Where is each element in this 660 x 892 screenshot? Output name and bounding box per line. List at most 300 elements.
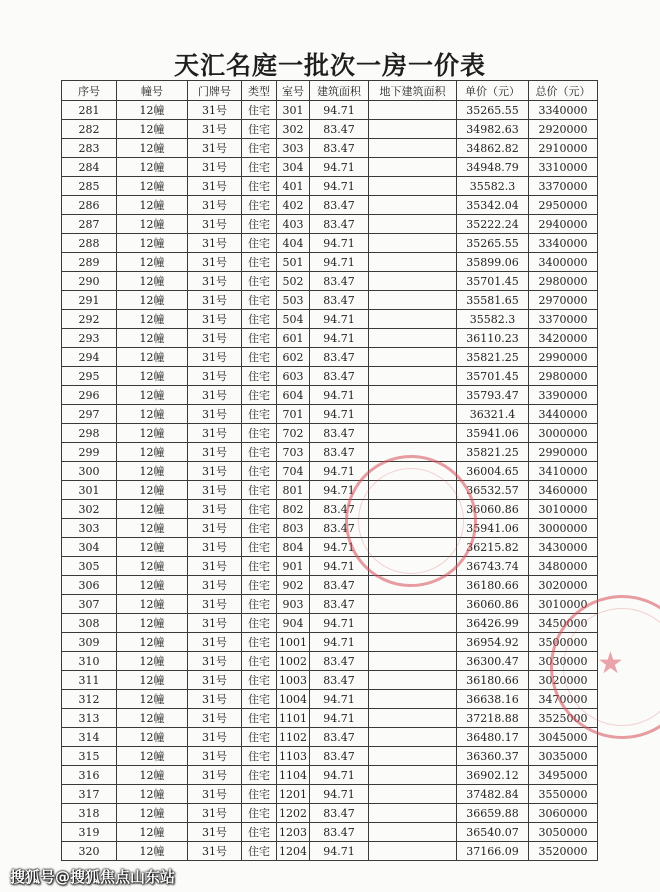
table-row: [62, 291, 598, 310]
cell-building: 12幢: [117, 614, 188, 633]
cell-unit-price: 35941.06: [457, 424, 529, 443]
cell-building: 12幢: [117, 481, 188, 500]
cell-type: 住宅: [242, 367, 277, 386]
cell-unit-price: 35581.65: [457, 291, 529, 310]
cell-area: 94.71: [310, 538, 369, 557]
cell-unit-price: 36480.17: [457, 728, 529, 747]
table-row: [62, 234, 598, 253]
cell-area: 94.71: [310, 842, 369, 861]
table-row: [62, 139, 598, 158]
cell-total-price: 2940000: [529, 215, 598, 234]
cell-door-number: 31号: [188, 158, 242, 177]
cell-area: 83.47: [310, 500, 369, 519]
cell-underground-area: [369, 424, 457, 443]
cell-unit-price: 36110.23: [457, 329, 529, 348]
cell-room: 601: [277, 329, 310, 348]
cell-total-price: 3000000: [529, 519, 598, 538]
cell-unit-price: 35701.45: [457, 367, 529, 386]
cell-room: 703: [277, 443, 310, 462]
cell-unit-price: 35265.55: [457, 234, 529, 253]
cell-area: 83.47: [310, 291, 369, 310]
cell-building: 12幢: [117, 329, 188, 348]
cell-total-price: 3030000: [529, 652, 598, 671]
cell-type: 住宅: [242, 576, 277, 595]
cell-door-number: 31号: [188, 310, 242, 329]
header-index: 序号: [62, 81, 117, 101]
cell-underground-area: [369, 557, 457, 576]
cell-underground-area: [369, 215, 457, 234]
cell-door-number: 31号: [188, 595, 242, 614]
table-body: [62, 101, 598, 861]
cell-underground-area: [369, 804, 457, 823]
cell-underground-area: [369, 538, 457, 557]
cell-area: 94.71: [310, 633, 369, 652]
cell-type: 住宅: [242, 481, 277, 500]
cell-room: 1003: [277, 671, 310, 690]
cell-underground-area: [369, 481, 457, 500]
header-unit-price: 单价（元）: [457, 81, 529, 101]
cell-building: 12幢: [117, 272, 188, 291]
cell-room: 702: [277, 424, 310, 443]
cell-underground-area: [369, 766, 457, 785]
cell-index: 304: [62, 538, 117, 557]
cell-room: 1001: [277, 633, 310, 652]
cell-index: 295: [62, 367, 117, 386]
cell-index: 282: [62, 120, 117, 139]
cell-room: 802: [277, 500, 310, 519]
cell-underground-area: [369, 709, 457, 728]
cell-total-price: 3035000: [529, 747, 598, 766]
cell-room: 404: [277, 234, 310, 253]
cell-underground-area: [369, 196, 457, 215]
cell-building: 12幢: [117, 462, 188, 481]
table-row: [62, 823, 598, 842]
cell-total-price: 3390000: [529, 386, 598, 405]
table-row: [62, 500, 598, 519]
cell-index: 313: [62, 709, 117, 728]
cell-type: 住宅: [242, 177, 277, 196]
cell-building: 12幢: [117, 519, 188, 538]
header-door-number: 门牌号: [188, 81, 242, 101]
cell-area: 94.71: [310, 462, 369, 481]
cell-total-price: 3060000: [529, 804, 598, 823]
cell-door-number: 31号: [188, 424, 242, 443]
price-table: [61, 80, 598, 861]
cell-total-price: 3495000: [529, 766, 598, 785]
cell-room: 504: [277, 310, 310, 329]
cell-unit-price: 35821.25: [457, 443, 529, 462]
cell-building: 12幢: [117, 595, 188, 614]
cell-room: 804: [277, 538, 310, 557]
cell-total-price: 3460000: [529, 481, 598, 500]
cell-index: 294: [62, 348, 117, 367]
table-row: [62, 709, 598, 728]
table-row: [62, 804, 598, 823]
cell-unit-price: 34948.79: [457, 158, 529, 177]
cell-total-price: 2920000: [529, 120, 598, 139]
table-row: [62, 367, 598, 386]
cell-type: 住宅: [242, 291, 277, 310]
cell-door-number: 31号: [188, 215, 242, 234]
cell-total-price: 2980000: [529, 272, 598, 291]
cell-building: 12幢: [117, 310, 188, 329]
cell-index: 293: [62, 329, 117, 348]
cell-index: 305: [62, 557, 117, 576]
cell-type: 住宅: [242, 595, 277, 614]
cell-underground-area: [369, 747, 457, 766]
cell-type: 住宅: [242, 329, 277, 348]
cell-unit-price: 35941.06: [457, 519, 529, 538]
cell-type: 住宅: [242, 348, 277, 367]
cell-door-number: 31号: [188, 785, 242, 804]
cell-room: 903: [277, 595, 310, 614]
cell-area: 83.47: [310, 671, 369, 690]
cell-underground-area: [369, 272, 457, 291]
table-row: [62, 310, 598, 329]
cell-type: 住宅: [242, 215, 277, 234]
cell-type: 住宅: [242, 120, 277, 139]
table-row: [62, 462, 598, 481]
cell-area: 83.47: [310, 519, 369, 538]
table-row: [62, 215, 598, 234]
cell-building: 12幢: [117, 842, 188, 861]
cell-room: 1101: [277, 709, 310, 728]
cell-index: 284: [62, 158, 117, 177]
cell-room: 403: [277, 215, 310, 234]
cell-area: 83.47: [310, 348, 369, 367]
seal-star-icon: ★: [597, 646, 624, 681]
cell-underground-area: [369, 500, 457, 519]
cell-building: 12幢: [117, 386, 188, 405]
cell-door-number: 31号: [188, 101, 242, 120]
cell-type: 住宅: [242, 424, 277, 443]
cell-unit-price: 36180.66: [457, 671, 529, 690]
cell-total-price: 3525000: [529, 709, 598, 728]
cell-total-price: 3430000: [529, 538, 598, 557]
cell-underground-area: [369, 595, 457, 614]
cell-door-number: 31号: [188, 633, 242, 652]
cell-index: 318: [62, 804, 117, 823]
cell-index: 320: [62, 842, 117, 861]
cell-unit-price: 34982.63: [457, 120, 529, 139]
cell-underground-area: [369, 101, 457, 120]
cell-building: 12幢: [117, 139, 188, 158]
cell-underground-area: [369, 842, 457, 861]
cell-area: 94.71: [310, 766, 369, 785]
cell-building: 12幢: [117, 101, 188, 120]
cell-index: 291: [62, 291, 117, 310]
cell-type: 住宅: [242, 842, 277, 861]
cell-area: 83.47: [310, 823, 369, 842]
cell-type: 住宅: [242, 823, 277, 842]
cell-type: 住宅: [242, 671, 277, 690]
cell-index: 292: [62, 310, 117, 329]
cell-index: 289: [62, 253, 117, 272]
cell-index: 319: [62, 823, 117, 842]
cell-room: 304: [277, 158, 310, 177]
document-title: 天汇名庭一批次一房一价表: [173, 51, 486, 80]
cell-underground-area: [369, 367, 457, 386]
cell-index: 297: [62, 405, 117, 424]
cell-area: 94.71: [310, 253, 369, 272]
cell-index: 306: [62, 576, 117, 595]
header-underground-area: 地下建筑面积: [369, 81, 457, 101]
cell-room: 1201: [277, 785, 310, 804]
cell-area: 94.71: [310, 557, 369, 576]
cell-room: 1002: [277, 652, 310, 671]
table-row: [62, 538, 598, 557]
cell-unit-price: 36180.66: [457, 576, 529, 595]
cell-index: 315: [62, 747, 117, 766]
cell-index: 301: [62, 481, 117, 500]
cell-index: 290: [62, 272, 117, 291]
cell-building: 12幢: [117, 500, 188, 519]
cell-door-number: 31号: [188, 500, 242, 519]
cell-door-number: 31号: [188, 234, 242, 253]
table-row: [62, 196, 598, 215]
table-row: [62, 158, 598, 177]
cell-total-price: 3370000: [529, 177, 598, 196]
header-room: 室号: [277, 81, 310, 101]
cell-door-number: 31号: [188, 196, 242, 215]
cell-underground-area: [369, 728, 457, 747]
cell-door-number: 31号: [188, 253, 242, 272]
cell-area: 83.47: [310, 272, 369, 291]
cell-building: 12幢: [117, 804, 188, 823]
cell-door-number: 31号: [188, 462, 242, 481]
cell-area: 83.47: [310, 595, 369, 614]
cell-unit-price: 35701.45: [457, 272, 529, 291]
cell-building: 12幢: [117, 424, 188, 443]
cell-type: 住宅: [242, 386, 277, 405]
cell-underground-area: [369, 177, 457, 196]
cell-area: 83.47: [310, 652, 369, 671]
cell-building: 12幢: [117, 158, 188, 177]
cell-room: 904: [277, 614, 310, 633]
cell-door-number: 31号: [188, 823, 242, 842]
cell-index: 312: [62, 690, 117, 709]
cell-door-number: 31号: [188, 538, 242, 557]
cell-unit-price: 35582.3: [457, 310, 529, 329]
cell-door-number: 31号: [188, 690, 242, 709]
cell-door-number: 31号: [188, 120, 242, 139]
cell-type: 住宅: [242, 633, 277, 652]
cell-index: 288: [62, 234, 117, 253]
cell-type: 住宅: [242, 272, 277, 291]
cell-underground-area: [369, 329, 457, 348]
cell-area: 94.71: [310, 386, 369, 405]
cell-type: 住宅: [242, 557, 277, 576]
cell-door-number: 31号: [188, 329, 242, 348]
table-row: [62, 842, 598, 861]
cell-door-number: 31号: [188, 842, 242, 861]
table-row: [62, 272, 598, 291]
cell-door-number: 31号: [188, 614, 242, 633]
cell-underground-area: [369, 348, 457, 367]
cell-type: 住宅: [242, 652, 277, 671]
cell-total-price: 3020000: [529, 671, 598, 690]
cell-room: 701: [277, 405, 310, 424]
cell-building: 12幢: [117, 652, 188, 671]
cell-door-number: 31号: [188, 386, 242, 405]
cell-area: 94.71: [310, 785, 369, 804]
header-area: 建筑面积: [310, 81, 369, 101]
cell-index: 303: [62, 519, 117, 538]
cell-building: 12幢: [117, 120, 188, 139]
cell-total-price: 3450000: [529, 614, 598, 633]
cell-room: 1102: [277, 728, 310, 747]
cell-underground-area: [369, 823, 457, 842]
cell-total-price: 3440000: [529, 405, 598, 424]
cell-door-number: 31号: [188, 139, 242, 158]
cell-building: 12幢: [117, 367, 188, 386]
cell-door-number: 31号: [188, 291, 242, 310]
table-row: [62, 120, 598, 139]
cell-total-price: 3310000: [529, 158, 598, 177]
cell-unit-price: 35821.25: [457, 348, 529, 367]
cell-unit-price: 36743.74: [457, 557, 529, 576]
cell-door-number: 31号: [188, 804, 242, 823]
cell-type: 住宅: [242, 405, 277, 424]
cell-index: 314: [62, 728, 117, 747]
table-row: [62, 386, 598, 405]
cell-unit-price: 34862.82: [457, 139, 529, 158]
cell-unit-price: 35899.06: [457, 253, 529, 272]
cell-total-price: 3400000: [529, 253, 598, 272]
cell-building: 12幢: [117, 709, 188, 728]
cell-index: 308: [62, 614, 117, 633]
cell-underground-area: [369, 633, 457, 652]
cell-area: 83.47: [310, 424, 369, 443]
cell-area: 94.71: [310, 329, 369, 348]
cell-unit-price: 36902.12: [457, 766, 529, 785]
cell-index: 299: [62, 443, 117, 462]
cell-unit-price: 35582.3: [457, 177, 529, 196]
cell-door-number: 31号: [188, 709, 242, 728]
cell-underground-area: [369, 576, 457, 595]
cell-total-price: 3010000: [529, 595, 598, 614]
header-total-price: 总价（元）: [529, 81, 598, 101]
table-row: [62, 728, 598, 747]
cell-door-number: 31号: [188, 272, 242, 291]
cell-total-price: 3480000: [529, 557, 598, 576]
cell-type: 住宅: [242, 614, 277, 633]
table-row: [62, 614, 598, 633]
table-row: [62, 424, 598, 443]
cell-index: 300: [62, 462, 117, 481]
cell-building: 12幢: [117, 728, 188, 747]
cell-building: 12幢: [117, 443, 188, 462]
cell-unit-price: 36638.16: [457, 690, 529, 709]
table-row: [62, 671, 598, 690]
cell-door-number: 31号: [188, 519, 242, 538]
cell-type: 住宅: [242, 519, 277, 538]
cell-underground-area: [369, 443, 457, 462]
cell-total-price: 3370000: [529, 310, 598, 329]
cell-unit-price: 35265.55: [457, 101, 529, 120]
cell-underground-area: [369, 253, 457, 272]
cell-door-number: 31号: [188, 576, 242, 595]
cell-unit-price: 36659.88: [457, 804, 529, 823]
cell-room: 704: [277, 462, 310, 481]
cell-room: 401: [277, 177, 310, 196]
cell-room: 301: [277, 101, 310, 120]
cell-door-number: 31号: [188, 766, 242, 785]
cell-underground-area: [369, 234, 457, 253]
cell-building: 12幢: [117, 690, 188, 709]
table-row: [62, 348, 598, 367]
cell-unit-price: 36060.86: [457, 595, 529, 614]
cell-underground-area: [369, 310, 457, 329]
cell-unit-price: 36540.07: [457, 823, 529, 842]
cell-underground-area: [369, 462, 457, 481]
cell-underground-area: [369, 139, 457, 158]
cell-underground-area: [369, 652, 457, 671]
cell-total-price: 3050000: [529, 823, 598, 842]
cell-unit-price: 36215.82: [457, 538, 529, 557]
table-row: [62, 557, 598, 576]
cell-type: 住宅: [242, 785, 277, 804]
cell-room: 1202: [277, 804, 310, 823]
cell-unit-price: 37482.84: [457, 785, 529, 804]
table-row: [62, 253, 598, 272]
cell-building: 12幢: [117, 557, 188, 576]
cell-unit-price: 36360.37: [457, 747, 529, 766]
cell-room: 501: [277, 253, 310, 272]
cell-building: 12幢: [117, 576, 188, 595]
cell-area: 83.47: [310, 367, 369, 386]
cell-building: 12幢: [117, 291, 188, 310]
cell-underground-area: [369, 158, 457, 177]
cell-area: 94.71: [310, 614, 369, 633]
cell-area: 83.47: [310, 747, 369, 766]
cell-room: 901: [277, 557, 310, 576]
cell-index: 310: [62, 652, 117, 671]
cell-type: 住宅: [242, 747, 277, 766]
cell-unit-price: 35793.47: [457, 386, 529, 405]
cell-area: 94.71: [310, 405, 369, 424]
cell-underground-area: [369, 671, 457, 690]
cell-building: 12幢: [117, 405, 188, 424]
cell-room: 303: [277, 139, 310, 158]
cell-room: 502: [277, 272, 310, 291]
table-row: [62, 329, 598, 348]
header-building: 幢号: [117, 81, 188, 101]
cell-total-price: 3550000: [529, 785, 598, 804]
cell-door-number: 31号: [188, 367, 242, 386]
table-row: [62, 481, 598, 500]
cell-unit-price: 36954.92: [457, 633, 529, 652]
cell-area: 94.71: [310, 234, 369, 253]
cell-door-number: 31号: [188, 671, 242, 690]
cell-type: 住宅: [242, 158, 277, 177]
cell-door-number: 31号: [188, 443, 242, 462]
cell-type: 住宅: [242, 443, 277, 462]
cell-door-number: 31号: [188, 557, 242, 576]
cell-underground-area: [369, 690, 457, 709]
cell-door-number: 31号: [188, 405, 242, 424]
cell-total-price: 3470000: [529, 690, 598, 709]
cell-area: 94.71: [310, 690, 369, 709]
cell-room: 1103: [277, 747, 310, 766]
cell-building: 12幢: [117, 766, 188, 785]
cell-room: 602: [277, 348, 310, 367]
cell-underground-area: [369, 386, 457, 405]
cell-index: 307: [62, 595, 117, 614]
cell-area: 83.47: [310, 120, 369, 139]
cell-building: 12幢: [117, 747, 188, 766]
cell-area: 94.71: [310, 310, 369, 329]
